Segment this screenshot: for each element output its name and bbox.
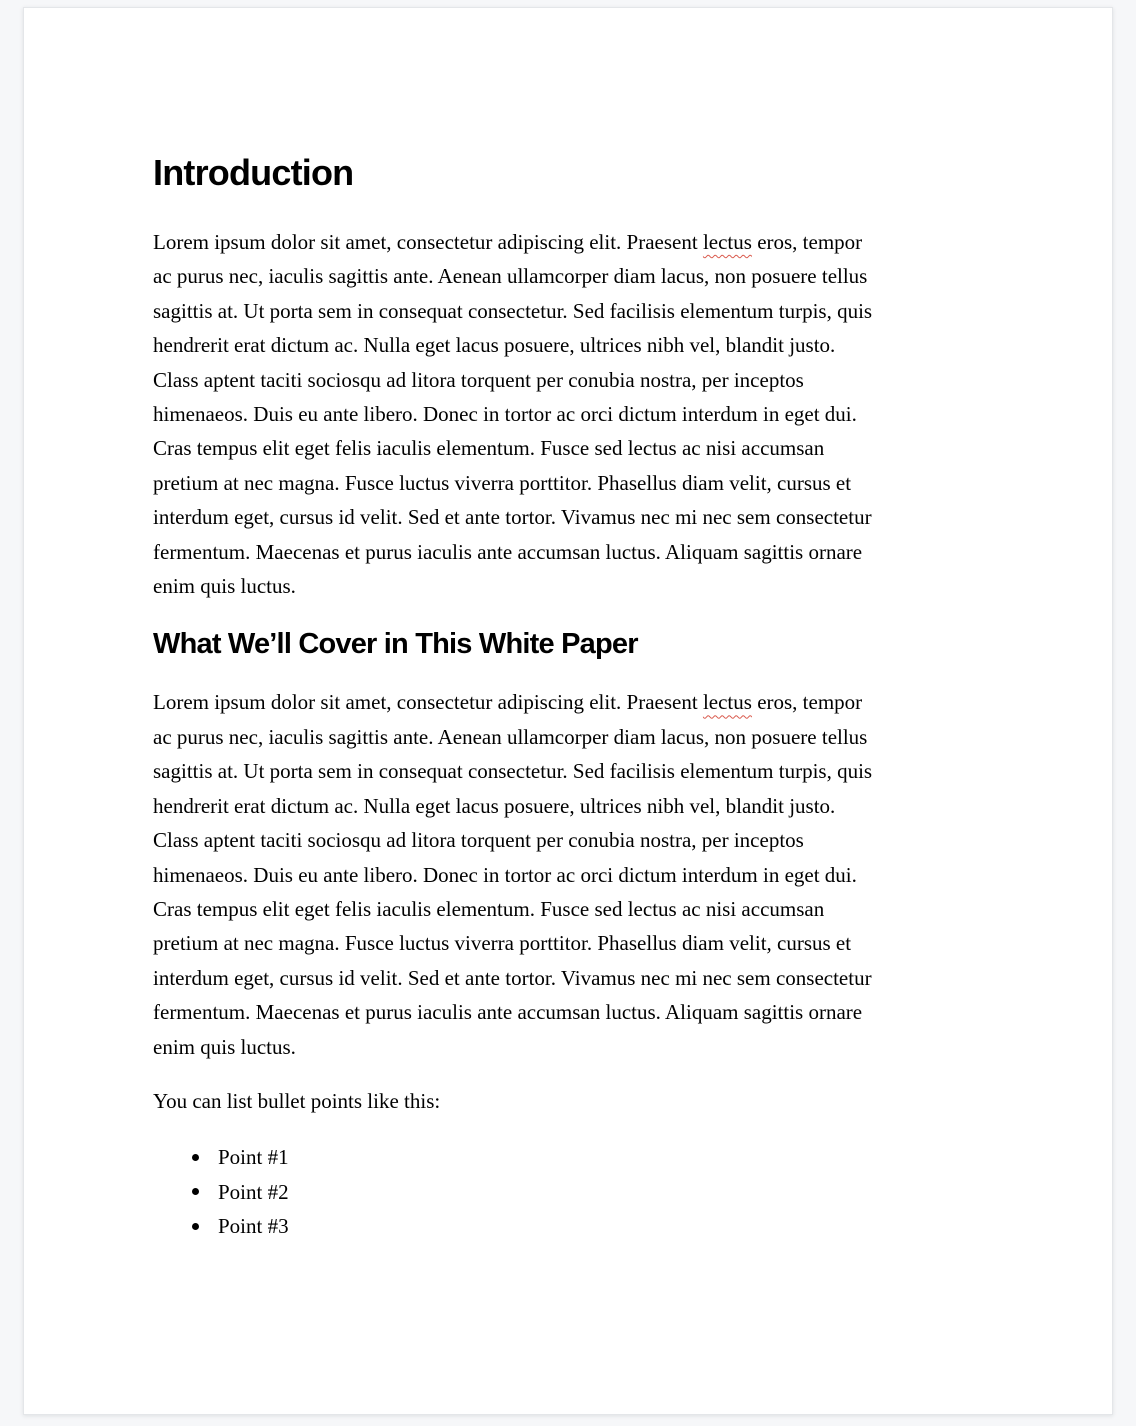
document-page[interactable] bbox=[23, 7, 1113, 1415]
text-line[interactable]: sagittis at. Ut porta sem in consequat consectetur. Sed facilisis elementum turpis, quis bbox=[153, 759, 873, 784]
text-line[interactable]: interdum eget, cursus id velit. Sed et ante tortor. Vivamus nec mi nec sem consectetur bbox=[153, 965, 872, 990]
misspelled-word[interactable]: lectus bbox=[702, 690, 752, 715]
bullet-list[interactable] bbox=[153, 1140, 984, 1243]
misspelled-word[interactable]: lectus bbox=[702, 230, 752, 254]
text-line[interactable]: Cras tempus elit eget felis iaculis elementum. Fusce sed lectus ac nisi accumsan bbox=[153, 896, 825, 921]
text-line[interactable]: ac purus nec, iaculis sagittis ante. Aenean ullamcorper diam lacus, non posuere tellus bbox=[153, 724, 868, 749]
text-line[interactable]: fermentum. Maecenas et purus iaculis ante accumsan luctus. Aliquam sagittis ornare bbox=[153, 1000, 863, 1025]
text-line[interactable]: enim quis luctus. bbox=[153, 574, 296, 599]
text-line[interactable]: himenaeos. Duis eu ante libero. Donec in tortor ac orci dictum interdum in eget dui. bbox=[153, 862, 857, 887]
text-line[interactable]: Cras tempus elit eget felis iaculis elementum. Fusce sed lectus ac nisi accumsan bbox=[153, 436, 825, 461]
text-line[interactable]: sagittis at. Ut porta sem in consequat consectetur. Sed facilisis elementum turpis, quis bbox=[153, 298, 873, 323]
text-line[interactable]: pretium at nec magna. Fusce luctus viverra porttitor. Phasellus diam velit, cursus et bbox=[153, 931, 852, 956]
text-line[interactable]: hendrerit erat dictum ac. Nulla eget lacus posuere, ultrices nibh vel, blandit justo. bbox=[153, 333, 836, 358]
text-line[interactable]: enim quis luctus. bbox=[153, 1034, 296, 1059]
intro-paragraph[interactable] bbox=[153, 225, 984, 603]
bullet-item[interactable]: Point #1 bbox=[218, 1140, 984, 1174]
text-line[interactable]: interdum eget, cursus id velit. Sed et ante tortor. Vivamus nec mi nec sem consectetur bbox=[153, 505, 872, 530]
text-line[interactable]: Lorem ipsum dolor sit amet, consectetur adipiscing elit. Praesent lectus eros, tempor bbox=[153, 690, 863, 715]
text-line[interactable]: Class aptent taciti sociosqu ad litora torquent per conubia nostra, per inceptos bbox=[153, 367, 804, 392]
bullet-item[interactable]: Point #2 bbox=[218, 1175, 984, 1209]
text-line[interactable]: ac purus nec, iaculis sagittis ante. Aenean ullamcorper diam lacus, non posuere tellus bbox=[153, 264, 868, 289]
text-line[interactable]: himenaeos. Duis eu ante libero. Donec in tortor ac orci dictum interdum in eget dui. bbox=[153, 402, 857, 427]
text-line[interactable]: fermentum. Maecenas et purus iaculis ante accumsan luctus. Aliquam sagittis ornare bbox=[153, 539, 863, 564]
bullet-list-intro[interactable]: You can list bullet points like this: bbox=[153, 1088, 441, 1113]
text-line[interactable]: hendrerit erat dictum ac. Nulla eget lacus posuere, ultrices nibh vel, blandit justo. bbox=[153, 793, 836, 818]
page-content bbox=[24, 8, 1112, 1244]
bullet-item[interactable]: Point #3 bbox=[218, 1209, 984, 1243]
heading-what-well-cover[interactable]: What We’ll Cover in This White Paper bbox=[153, 628, 638, 661]
text-line[interactable]: pretium at nec magna. Fusce luctus viverra porttitor. Phasellus diam velit, cursus et bbox=[153, 470, 852, 495]
heading-introduction[interactable]: Introduction bbox=[153, 152, 354, 193]
text-line[interactable]: Lorem ipsum dolor sit amet, consectetur adipiscing elit. Praesent lectus eros, tempor bbox=[153, 230, 863, 254]
cover-paragraph[interactable] bbox=[153, 685, 984, 1063]
text-line[interactable]: Class aptent taciti sociosqu ad litora torquent per conubia nostra, per inceptos bbox=[153, 828, 804, 853]
